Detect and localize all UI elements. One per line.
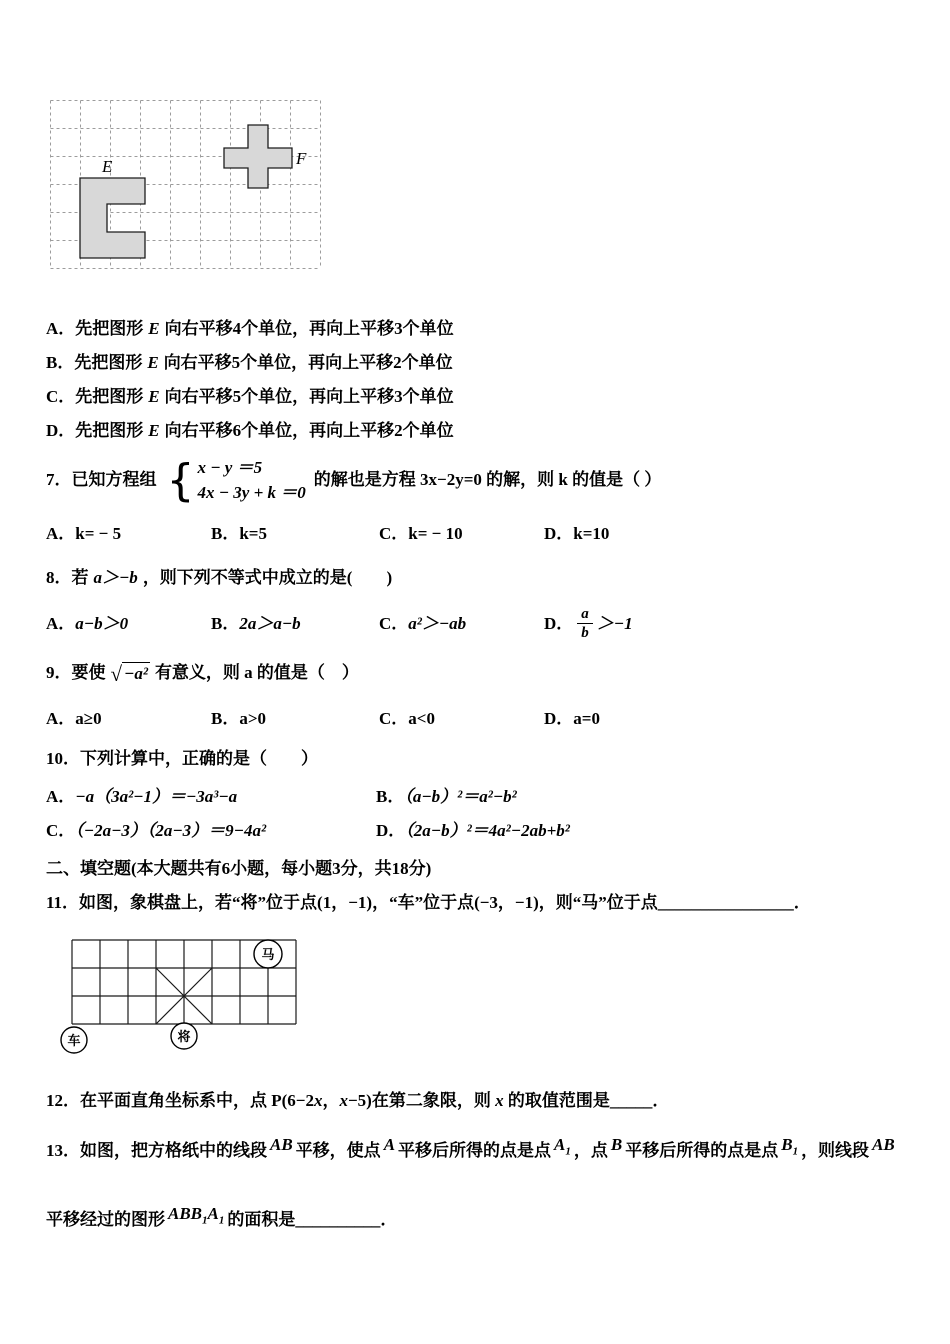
q6-option-c-var: E bbox=[148, 387, 160, 406]
math-fig-sub2: 1 bbox=[218, 1214, 225, 1227]
math-point-B1 bbox=[781, 1128, 798, 1168]
math-segment-AB bbox=[270, 1128, 293, 1162]
q10-option-a bbox=[46, 784, 376, 810]
q7-option-b: B．k=5 bbox=[211, 524, 267, 544]
q10-option-c-label: C． bbox=[46, 821, 76, 841]
q7-post: 的解也是方程 3x−2y=0 的解，则 k 的值是（ ） bbox=[313, 470, 662, 490]
q9-pre: 9．要使 bbox=[46, 663, 106, 683]
q7-options bbox=[46, 521, 912, 547]
q13-stem-line1 bbox=[46, 1134, 912, 1174]
shape-e-polygon bbox=[80, 178, 145, 258]
q12-t1: 12．在平面直角坐标系中，点 P(6−2 bbox=[46, 1091, 314, 1111]
q13-t3: 平移后所得的点是点 bbox=[398, 1141, 552, 1161]
math-fig-sub1: 1 bbox=[202, 1214, 208, 1227]
q10-stem: 10．下列计算中，正确的是（ ） bbox=[46, 749, 318, 769]
q13-t1: 13．如图，把方格纸中的线段 bbox=[46, 1141, 267, 1161]
q10-option-c-math: （−2a−3）（2a−3）＝9−4a² bbox=[75, 821, 267, 841]
q10-option-a-math: −a（3a²−1）＝−3a³−a bbox=[75, 787, 238, 807]
q8-inequality: a＞−b bbox=[93, 568, 138, 588]
piece-jiang-label: 将 bbox=[177, 1029, 191, 1045]
q7-equation-system bbox=[198, 456, 306, 505]
q6-option-c-post: 向右平移5个单位，再向上平移3个单位 bbox=[164, 387, 454, 406]
q12-var2: x bbox=[339, 1091, 348, 1111]
q8-option-b-math: 2a＞a−b bbox=[239, 613, 301, 633]
q10-options-row2 bbox=[46, 818, 912, 844]
q13-l2-t1: 平移经过的图形 bbox=[46, 1209, 165, 1229]
q6-option-d-post: 向右平移6个单位，再向上平移2个单位 bbox=[164, 421, 454, 440]
q12-t3: −5)在第二象限，则 bbox=[347, 1091, 496, 1111]
q7-equation-2: 4x − 3y + k ＝0 bbox=[197, 482, 306, 502]
math-B1-sub: 1 bbox=[792, 1145, 799, 1158]
q8-option-d-label: D． bbox=[544, 613, 574, 633]
q8-options bbox=[46, 605, 912, 642]
translation-grid-figure bbox=[50, 100, 322, 272]
piece-che-label: 车 bbox=[67, 1033, 81, 1049]
q12-var1: x bbox=[313, 1091, 323, 1111]
math-AB2-text: AB bbox=[872, 1135, 895, 1155]
q6-option-a-pre: A．先把图形 bbox=[46, 319, 144, 338]
q9-options bbox=[46, 706, 912, 732]
q7-stem bbox=[46, 456, 912, 505]
q9-square-root bbox=[110, 662, 150, 687]
figure-label-e: E bbox=[102, 157, 113, 176]
q12-var3: x bbox=[495, 1091, 504, 1111]
q13-t6: ，则线段 bbox=[801, 1141, 870, 1161]
q10-options-row1 bbox=[46, 784, 912, 810]
q8-option-a-math: a−b＞0 bbox=[75, 613, 129, 633]
q6-option-d bbox=[46, 414, 912, 448]
q12-t2: ， bbox=[322, 1091, 340, 1111]
q10-option-a-label: A． bbox=[46, 787, 76, 807]
q10-option-d-math: （2a−b）²＝4a²−2ab+b² bbox=[405, 821, 570, 841]
q6-option-b-pre: B．先把图形 bbox=[46, 353, 143, 372]
q8-option-c-label: C． bbox=[379, 613, 409, 633]
fraction-denominator: b bbox=[581, 625, 589, 642]
q13-t2: 平移，使点 bbox=[295, 1141, 381, 1161]
math-point-B bbox=[611, 1128, 622, 1162]
q6-option-b-post: 向右平移5个单位，再向上平移2个单位 bbox=[163, 353, 453, 372]
math-A1-sub: 1 bbox=[565, 1145, 571, 1158]
q10-option-d-label: D． bbox=[376, 821, 406, 841]
system-left-brace: { bbox=[166, 454, 195, 506]
q9-stem bbox=[46, 656, 912, 690]
q9-option-a: A．a≥0 bbox=[46, 709, 102, 729]
fraction-numerator: a bbox=[577, 605, 593, 624]
math-A-text: A bbox=[383, 1135, 396, 1155]
document-content bbox=[46, 100, 912, 1243]
math-figure-ABB1A1 bbox=[168, 1197, 224, 1237]
q6-option-c-pre: C．先把图形 bbox=[46, 387, 144, 406]
q9-post: 有意义，则 a 的值是（ ） bbox=[154, 663, 359, 683]
math-fig-part2: A bbox=[207, 1203, 219, 1223]
q8-option-c-math: a²＞−ab bbox=[408, 613, 467, 633]
shape-f-polygon bbox=[224, 125, 292, 188]
q12-stem bbox=[46, 1084, 912, 1118]
q8-option-d-fraction bbox=[577, 605, 593, 642]
q8-option-d-rest: ＞−1 bbox=[596, 613, 633, 633]
q7-pre: 7．已知方程组 bbox=[46, 470, 157, 490]
q8-stem bbox=[46, 561, 912, 595]
q6-option-d-var: E bbox=[148, 421, 160, 440]
q7-equation-1: x − y ＝5 bbox=[197, 458, 263, 477]
math-fig-part1: ABB bbox=[168, 1203, 203, 1223]
q6-option-b bbox=[46, 346, 912, 380]
q10-option-d bbox=[376, 818, 570, 844]
q8-option-b-label: B． bbox=[211, 613, 240, 633]
q6-option-a-var: E bbox=[148, 319, 160, 338]
math-segment-AB-2 bbox=[872, 1128, 895, 1162]
q9-option-b: B．a>0 bbox=[211, 709, 267, 729]
math-AB-text: AB bbox=[270, 1135, 293, 1155]
q8-post: ，则下列不等式中成立的是( ) bbox=[142, 568, 393, 588]
q8-option-b bbox=[211, 611, 379, 637]
q8-option-a-label: A． bbox=[46, 613, 76, 633]
q11-stem: 11．如图，象棋盘上，若“将”位于点(1，−1)，“车”位于点(−3，−1)，则“马”位于点________________． bbox=[46, 893, 811, 913]
math-point-A1 bbox=[554, 1128, 571, 1168]
chessboard-figure bbox=[56, 928, 306, 1058]
math-point-A bbox=[384, 1128, 395, 1162]
figure-label-f: F bbox=[296, 149, 307, 168]
q6-options bbox=[46, 312, 912, 448]
q7-option-d: D．k=10 bbox=[544, 524, 610, 544]
q12-t4: 的取值范围是_____． bbox=[503, 1091, 670, 1111]
math-B-text: B bbox=[610, 1135, 623, 1155]
section2-header: 二、填空题(本大题共有6小题，每小题3分，共18分) bbox=[46, 859, 432, 879]
q7-option-a: A．k= − 5 bbox=[46, 524, 122, 544]
q10-option-b bbox=[376, 784, 517, 810]
q8-pre: 8．若 bbox=[46, 568, 89, 588]
q9-option-d: D．a=0 bbox=[544, 709, 600, 729]
q13-l2-t2: 的面积是__________． bbox=[227, 1209, 398, 1229]
q10-option-c bbox=[46, 818, 376, 844]
radicand: −a² bbox=[124, 664, 148, 684]
q13-stem-line2 bbox=[46, 1203, 912, 1243]
q13-t4: ，点 bbox=[573, 1141, 608, 1161]
q7-option-c: C．k= − 10 bbox=[379, 524, 463, 544]
q8-option-d bbox=[544, 605, 633, 642]
q6-option-b-var: E bbox=[147, 353, 159, 372]
q8-option-a bbox=[46, 611, 211, 637]
q10-option-b-label: B． bbox=[376, 787, 405, 807]
q13-t5: 平移后所得的点是点 bbox=[625, 1141, 779, 1161]
q9-option-c: C．a<0 bbox=[379, 709, 435, 729]
q6-option-c bbox=[46, 380, 912, 414]
radical-sign: √ bbox=[110, 662, 123, 687]
q6-option-d-pre: D．先把图形 bbox=[46, 421, 144, 440]
q8-option-c bbox=[379, 611, 544, 637]
piece-ma-label: 马 bbox=[261, 947, 275, 963]
q6-option-a-post: 向右平移4个单位，再向上平移3个单位 bbox=[164, 319, 454, 338]
math-A1-base: A bbox=[554, 1135, 566, 1155]
q6-option-a bbox=[46, 312, 912, 346]
math-B1-base: B bbox=[781, 1135, 793, 1155]
q10-option-b-math: （a−b）²＝a²−b² bbox=[404, 787, 517, 807]
